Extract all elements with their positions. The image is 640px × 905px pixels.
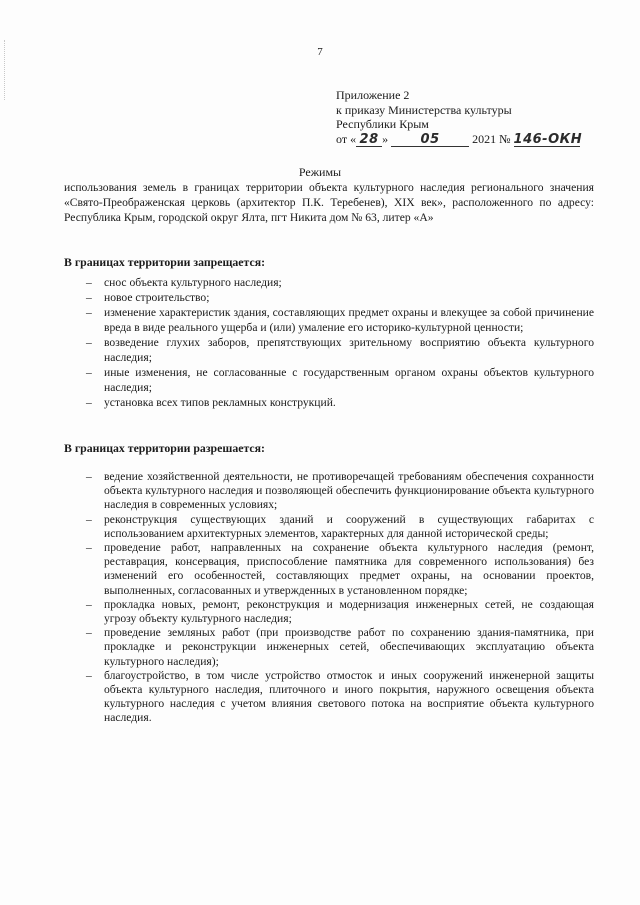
list-item-text: реконструкция существующих зданий и сооружений в существующих габаритах с использованием архитектурных элементов, характерных для данной исторической среды; <box>104 512 594 540</box>
list-item <box>64 470 594 513</box>
bullet-dash: – <box>86 626 92 640</box>
date-quote-close: » <box>382 131 389 146</box>
list-item-text: ведение хозяйственной деятельности, не противоречащей требованиям обеспечения сохранности объекта культурного наследия и позволяющей обеспечить функционирование объекта культурного наследия в современных условиях; <box>104 470 594 512</box>
bullet-dash: – <box>86 276 92 289</box>
list-item <box>64 365 594 395</box>
list-item-text: иные изменения, не согласованные с государственным органом охраны объектов культурного наследия; <box>104 366 594 394</box>
list-item-text: благоустройство, в том числе устройство отмосток и иных сооружений инженерной защиты объекта культурного наследия, плиточного и иного покрытия, наружного освещения объекта культурного наследия с учетом влияния светового потока на восприятие объекта культурного наследия. <box>104 668 594 725</box>
list-item-text: проведение работ, направленных на сохранение объекта культурного наследия (ремонт, реставрация, консервация, приспособление памятника для современного использования) без изменений его особенностей, составляющих предмет охраны, на основании проектов, выполненных, согласованных и утвержденных в установленном порядке; <box>104 541 594 597</box>
appendix-title: Приложение 2 <box>336 88 410 102</box>
handwritten-day: 28 <box>356 134 382 147</box>
handwritten-order-number: 146-ОКН <box>513 131 583 147</box>
list-item <box>64 626 594 669</box>
bullet-dash: – <box>86 366 92 379</box>
list-item-text: прокладка новых, ремонт, реконструкция и модернизация инженерных сетей, не создающая угрозу объекту культурного наследия; <box>104 597 594 626</box>
bullet-dash: – <box>86 512 92 526</box>
list-item-text: установка всех типов рекламных конструкций. <box>104 396 336 409</box>
handwritten-month: 05 <box>391 134 469 147</box>
list-item-text: проведение земляных работ (при производстве работ по сохранению здания-памятника, при прокладке и реконструкции инженерных сетей, обеспечивающих эксплуатацию объекта культурного наследия); <box>104 626 594 668</box>
bullet-dash: – <box>86 336 92 349</box>
list-item <box>64 541 594 598</box>
list-item-text: новое строительство; <box>104 291 210 304</box>
bullet-dash: – <box>86 470 92 483</box>
list-item-text: возведение глухих заборов, препятствующих зрительному восприятию объекта культурного наследия; <box>104 336 594 364</box>
list-item <box>64 513 594 541</box>
bullet-dash: – <box>86 396 92 409</box>
list-item <box>64 395 594 410</box>
list-item <box>64 335 594 365</box>
appendix-block <box>336 88 606 147</box>
bullet-dash: – <box>86 668 92 682</box>
bullet-dash: – <box>86 306 92 319</box>
list-item <box>64 598 594 626</box>
prohibited-heading: В границах территории запрещается: <box>64 255 266 269</box>
appendix-date-line <box>336 132 606 147</box>
allowed-list <box>64 470 594 726</box>
prohibited-list <box>64 275 594 410</box>
list-item-text: снос объекта культурного наследия; <box>104 276 282 289</box>
date-prefix: от « <box>336 131 357 146</box>
bullet-dash: – <box>86 597 92 611</box>
list-item <box>64 305 594 335</box>
list-item-text: изменение характеристик здания, составляющих предмет охраны и влекущее за собой причинение вреда в виде реального ущерба и (или) умаление его историко-культурной ценности; <box>104 306 594 334</box>
list-item <box>64 669 594 726</box>
date-year: 2021 № <box>472 131 511 146</box>
appendix-order-ref: к приказу Министерства культуры <box>336 102 512 117</box>
appendix-republic: Республики Крым <box>336 117 429 132</box>
list-item <box>64 290 594 305</box>
page-number: 7 <box>317 46 323 58</box>
intro-text: использования земель в границах территории объекта культурного наследия регионального значения «Свято-Преображенская церковь (архитектор П.К. Теребенев), XIX век», расположенного по адресу: Республика Крым, городской округ Ялта, пгт Никита дом № 63, литер «А» <box>64 181 594 224</box>
list-item <box>64 275 594 290</box>
allowed-heading: В границах территории разрешается: <box>64 441 265 455</box>
bullet-dash: – <box>86 541 92 555</box>
intro-paragraph <box>64 180 594 225</box>
bullet-dash: – <box>86 291 92 304</box>
document-title: Режимы <box>298 165 342 179</box>
